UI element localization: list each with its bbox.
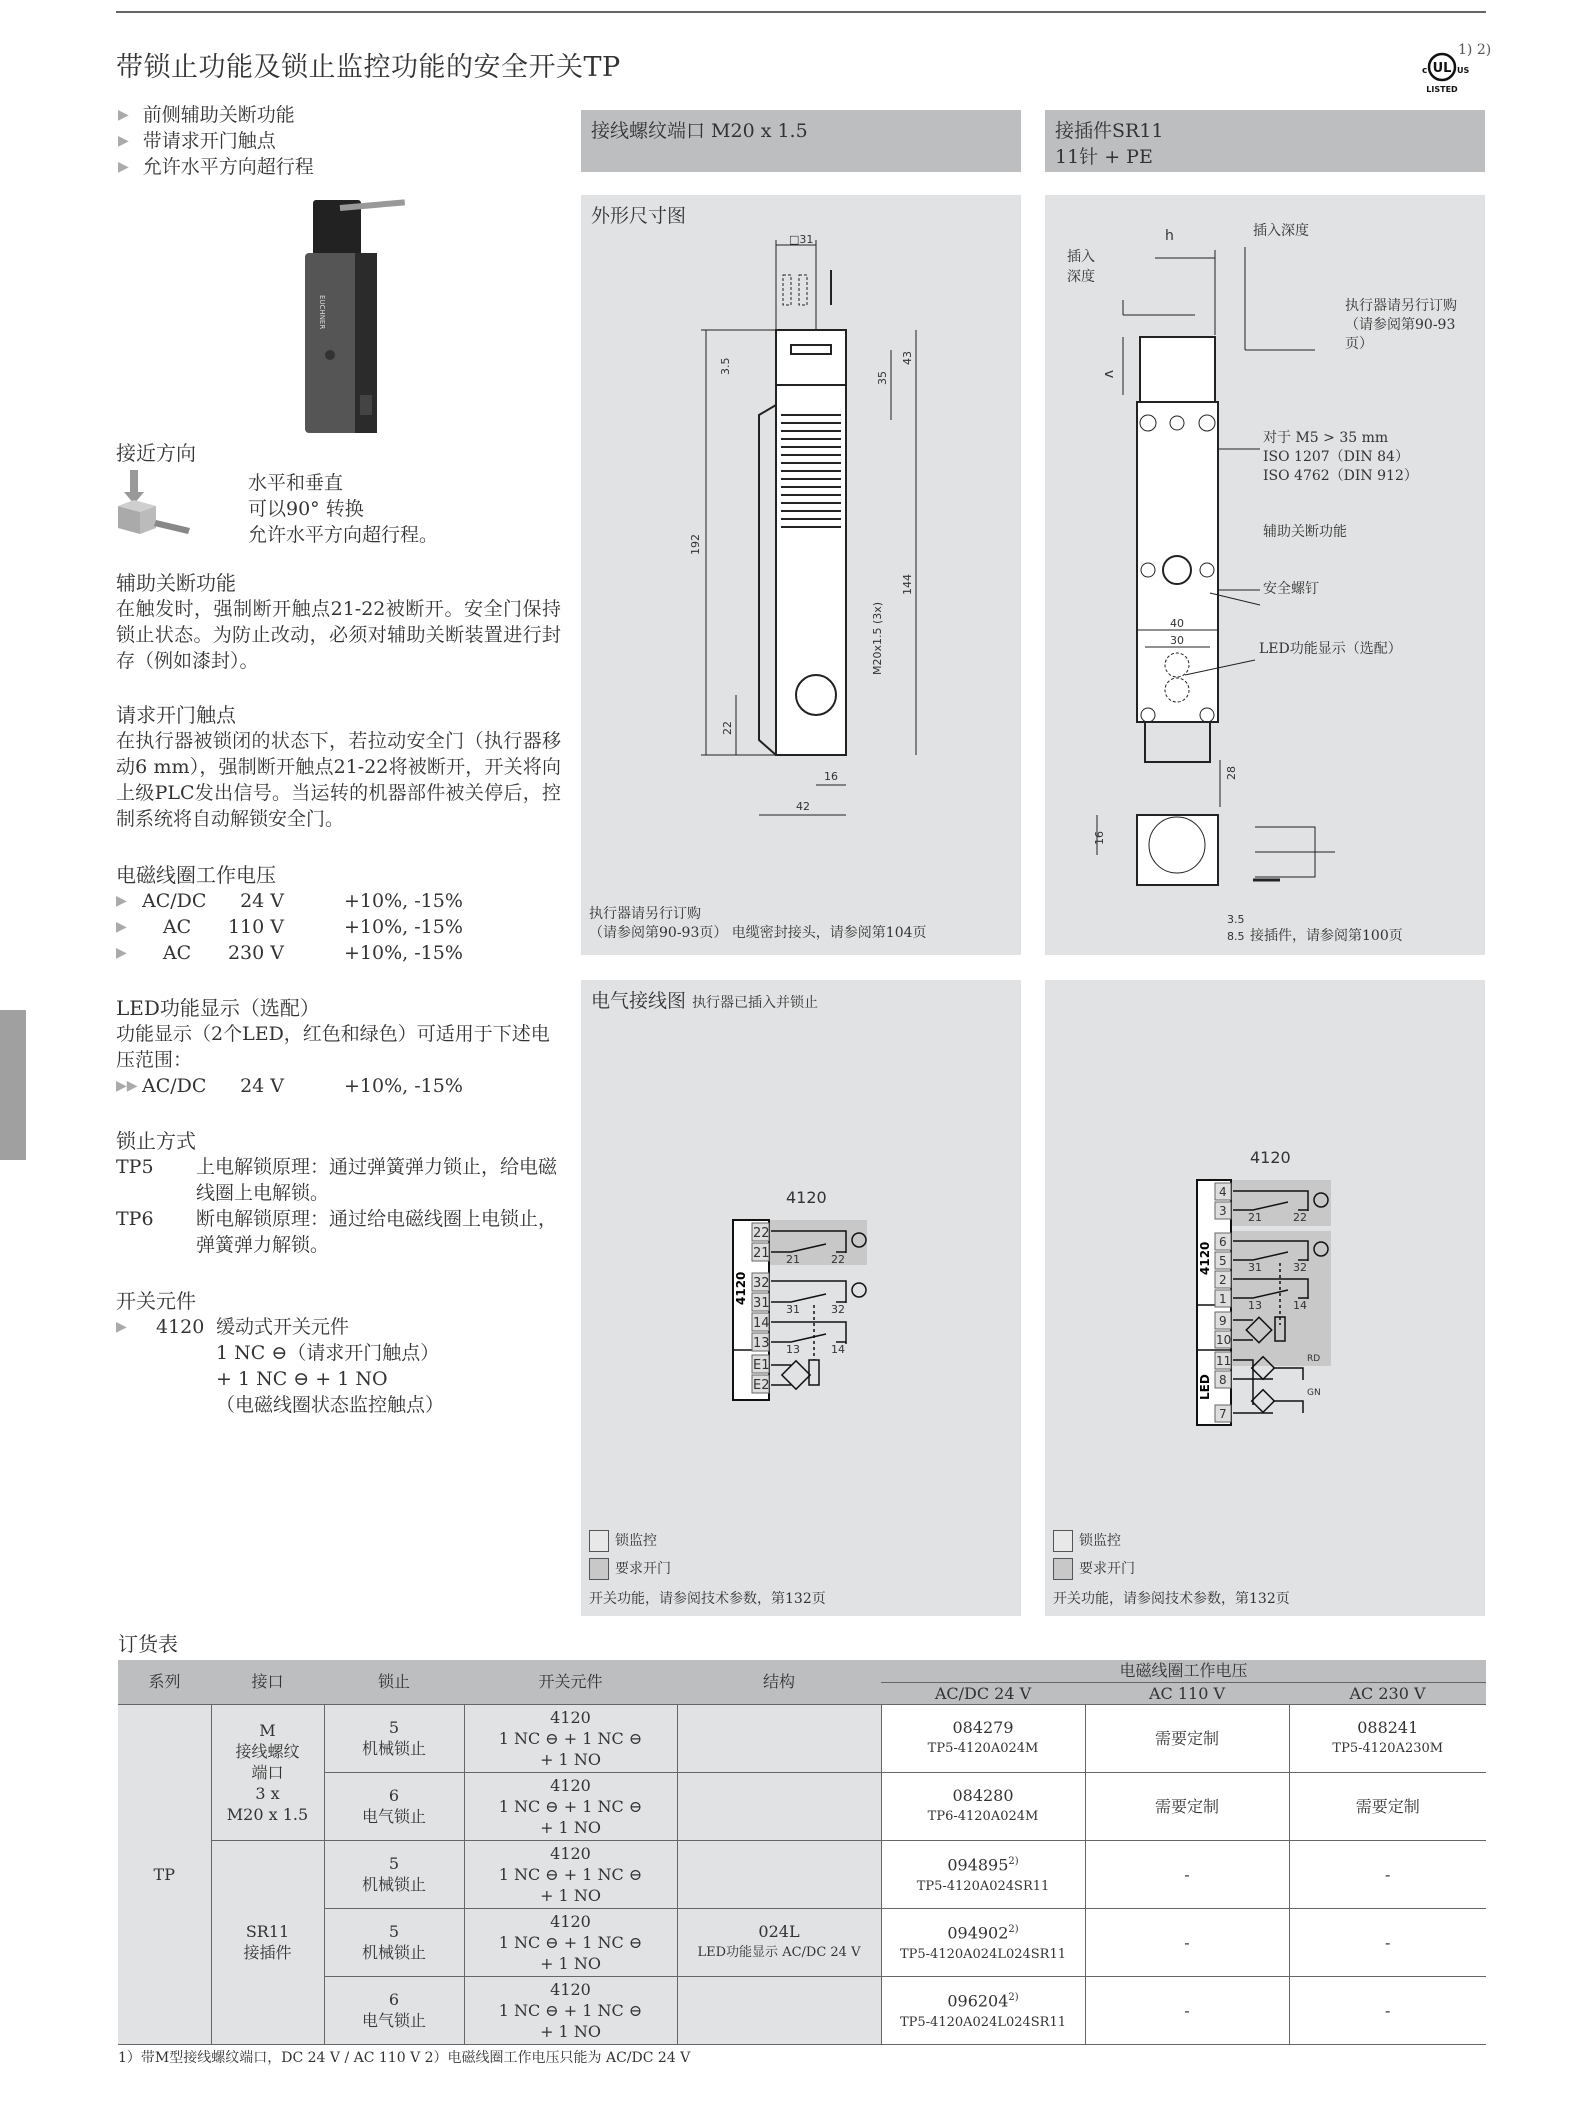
svg-text:对于 M5 > 35 mm: 对于 M5 > 35 mm xyxy=(1263,430,1389,446)
door-request-section xyxy=(116,702,561,832)
sr11-dimension-panel xyxy=(1045,195,1485,955)
svg-text:16: 16 xyxy=(824,770,838,783)
svg-text:8: 8 xyxy=(1219,1373,1227,1387)
svg-text:32: 32 xyxy=(1293,1261,1307,1274)
svg-text:4120: 4120 xyxy=(1198,1241,1212,1275)
table-row: SR11 接插件 5 机械锁止 4120 1 NC ⊖ + 1 NC ⊖ + 1 NO 094895$^{2)}$ TP5-4120A024SR11 - - xyxy=(118,1840,1486,1908)
svg-text:GN: GN xyxy=(1307,1388,1321,1398)
svg-text:30: 30 xyxy=(1170,634,1184,647)
cable-gland-note: （请参阅第90-93页） 电缆密封接头，请参阅第104页 xyxy=(589,925,927,941)
sr11-dimension-drawing xyxy=(1045,195,1485,955)
legend-swatch-door-request xyxy=(589,1558,609,1580)
actuator-note: 执行器请另行订购 xyxy=(589,906,701,922)
svg-text:6: 6 xyxy=(1219,1235,1227,1249)
wiring-legend: 锁监控 要求开门 开关功能，请参阅技术参数，第132页 xyxy=(589,1530,826,1609)
svg-text:2: 2 xyxy=(1219,1273,1227,1287)
sr11-wiring-panel xyxy=(1045,980,1485,1616)
order-table-title: 订货表 xyxy=(118,1632,178,1656)
svg-text:22: 22 xyxy=(831,1253,845,1266)
svg-text:8.5: 8.5 xyxy=(1227,930,1245,943)
wiring-title: 电气接线图 执行器已插入并锁止 xyxy=(591,990,819,1012)
svg-text:21: 21 xyxy=(1248,1211,1262,1224)
product-photo xyxy=(300,195,410,444)
svg-text:40: 40 xyxy=(1170,617,1184,630)
aux-release-heading: 辅助关断功能 xyxy=(116,571,236,595)
svg-text:LISTED: LISTED xyxy=(1426,85,1458,94)
svg-text:ISO 4762（DIN 912）: ISO 4762（DIN 912） xyxy=(1263,468,1418,484)
svg-text:h: h xyxy=(1165,228,1174,244)
ul-listed-icon xyxy=(1412,45,1472,101)
svg-text:LED: LED xyxy=(1198,1374,1212,1400)
svg-text:4120: 4120 xyxy=(786,1188,827,1207)
wiring-footer: 开关功能，请参阅技术参数，第132页 xyxy=(589,1591,826,1607)
sr11-wiring-diagram xyxy=(1195,1145,1335,1430)
wiring-legend: 锁监控 要求开门 开关功能，请参阅技术参数，第132页 xyxy=(1053,1530,1290,1609)
voltage-row: ▶ AC 110 V +10%, -15% xyxy=(116,916,463,938)
lock-mode-section: 锁止方式 TP5 上电解锁原理：通过弹簧弹力锁止，给电磁线圈上电解锁。 TP6 断电解锁原理：通过给电磁线圈上电锁止，弹簧弹力解锁。 xyxy=(116,1128,561,1258)
approach-heading: 接近方向 xyxy=(116,441,196,465)
table-row: TP M 接线螺纹 端口 3 x M20 x 1.5 5 机械锁止 4120 1 NC ⊖ + 1 NC ⊖ + 1 NO 084279 TP5-4120A024M 需要定制 088241 TP5-4120A230M xyxy=(118,1704,1486,1772)
svg-text:22: 22 xyxy=(721,721,734,735)
svg-text:14: 14 xyxy=(1293,1299,1307,1312)
svg-text:14: 14 xyxy=(753,1316,770,1331)
svg-text:9: 9 xyxy=(1219,1314,1227,1328)
svg-text:RD: RD xyxy=(1307,1354,1321,1364)
led-body: 功能显示（2个LED，红色和绿色）可适用于下述电压范围： xyxy=(116,1023,550,1071)
svg-text:11: 11 xyxy=(1216,1354,1232,1368)
feature-item: ▶ 带请求开门触点 xyxy=(118,130,276,152)
svg-text:辅助关断功能: 辅助关断功能 xyxy=(1263,524,1347,540)
aux-release-section xyxy=(116,570,561,674)
m20-dimension-drawing xyxy=(681,235,941,835)
m20-dimension-panel xyxy=(581,195,1021,955)
aux-release-body: 在触发时，强制断开触点21-22被断开。安全门保持锁止状态。为防止改动，必须对辅助关断装置进行封存（例如漆封）。 xyxy=(116,598,561,672)
order-table: 系列 接口 锁止 开关元件 结构 电磁线圈工作电压 AC/DC 24 V AC 110 V AC 230 V TP M 接线螺纹 端口 3 x M20 x 1.5 5 机械锁止 4120 1 NC ⊖ + 1 NC ⊖ + 1 NO 084279 TP5-4120A024M 需要定制 088241 TP5-4120A230M 6 电气锁止 4120 1 NC ⊖ + 1 NC ⊖ + 1 NO 084280 TP6-4120A024M 需要定制 需要定制 SR11 接插件 5 机械锁止 4120 1 NC ⊖ + 1 NC ⊖ + 1 NO 094895$^{2)}$ TP5-4120A024SR11 - - 5 机械锁止 4120 1 NC ⊖ + 1 NC ⊖ + 1 NO 024L LED功能显示 AC/DC 24 V 094902$^{2)}$ TP5-4120A024L024SR11 - - 6 电气锁止 4120 1 NC ⊖ + 1 NC ⊖ + 1 NO 096204$^{2)}$ TP5-4120A024L024SR11 - - 1）带M型接线螺纹端口，DC 24 V / AC 110 V 2）电磁线圈工作电压只能为 AC/DC 24 V xyxy=(118,1660,1486,2067)
svg-text:32: 32 xyxy=(831,1303,845,1316)
svg-text:安全螺钉: 安全螺钉 xyxy=(1263,581,1319,597)
svg-text:10: 10 xyxy=(1216,1333,1232,1347)
led-heading: LED功能显示（选配） xyxy=(116,996,320,1020)
svg-text:16: 16 xyxy=(1093,831,1106,845)
approach-direction-icon xyxy=(116,470,248,549)
legend-swatch-lock-monitor xyxy=(1053,1530,1073,1552)
svg-text:192: 192 xyxy=(689,534,702,555)
svg-text:3.5: 3.5 xyxy=(719,357,732,375)
svg-text:31: 31 xyxy=(1248,1261,1262,1274)
lock-mode-heading: 锁止方式 xyxy=(116,1129,196,1153)
svg-text:插入深度: 插入深度 xyxy=(1253,223,1309,239)
svg-text:7: 7 xyxy=(1219,1407,1227,1421)
svg-text:E2: E2 xyxy=(753,1378,770,1393)
svg-text:35: 35 xyxy=(876,371,889,385)
svg-text:3.5: 3.5 xyxy=(1227,913,1245,926)
m20-wiring-panel xyxy=(581,980,1021,1616)
svg-text:13: 13 xyxy=(753,1336,770,1351)
svg-text:ISO 1207（DIN 84）: ISO 1207（DIN 84） xyxy=(1263,449,1409,465)
door-request-body: 在执行器被锁闭的状态下，若拉动安全门（执行器移动6 mm），强制断开触点21-22将被断开，开关将向上级PLC发出信号。当运转的机器部件被关停后，控制系统将自动解锁安全门。 xyxy=(116,730,561,830)
svg-text:深度: 深度 xyxy=(1067,269,1095,285)
switch-element-section: 开关元件 ▶ 4120 缓动式开关元件 1 NC ⊖（请求开门触点） + 1 NC ⊖ + 1 NO （电磁线圈状态监控触点） xyxy=(116,1288,561,1418)
voltage-row: ▶ AC 230 V +10%, -15% xyxy=(116,942,463,964)
svg-text:EUCHNER: EUCHNER xyxy=(318,295,326,330)
led-section xyxy=(116,995,561,1099)
cert-footnote-ref: 1) 2) xyxy=(1458,42,1492,58)
svg-text:144: 144 xyxy=(901,574,914,595)
table-row: 6 电气锁止 4120 1 NC ⊖ + 1 NC ⊖ + 1 NO 084280 TP6-4120A024M 需要定制 需要定制 xyxy=(118,1772,1486,1840)
svg-text:5: 5 xyxy=(1219,1254,1227,1268)
svg-text:22: 22 xyxy=(753,1226,770,1241)
svg-text:LED功能显示（选配）: LED功能显示（选配） xyxy=(1259,641,1402,657)
svg-text:31: 31 xyxy=(753,1296,770,1311)
svg-text:21: 21 xyxy=(753,1246,770,1261)
table-row: 5 机械锁止 4120 1 NC ⊖ + 1 NC ⊖ + 1 NO 024L LED功能显示 AC/DC 24 V 094902$^{2)}$ TP5-4120A024L024SR11 - - xyxy=(118,1908,1486,1976)
svg-text:21: 21 xyxy=(786,1253,800,1266)
table-footnote: 1）带M型接线螺纹端口，DC 24 V / AC 110 V 2）电磁线圈工作电压只能为 AC/DC 24 V xyxy=(118,2049,691,2066)
svg-text:1: 1 xyxy=(1219,1292,1227,1306)
svg-text:□31: □31 xyxy=(789,235,814,246)
m20-wiring-diagram xyxy=(731,1185,871,1405)
page-side-tab xyxy=(0,1010,26,1160)
wiring-footer: 开关功能，请参阅技术参数，第132页 xyxy=(1053,1591,1290,1607)
svg-text:执行器请另行订购: 执行器请另行订购 xyxy=(1345,298,1457,314)
svg-text:14: 14 xyxy=(831,1343,845,1356)
svg-text:接插件，请参阅第100页: 接插件，请参阅第100页 xyxy=(1250,928,1403,944)
svg-text:42: 42 xyxy=(796,800,810,813)
svg-text:22: 22 xyxy=(1293,1211,1307,1224)
svg-text:c: c xyxy=(1422,66,1428,76)
table-row: 6 电气锁止 4120 1 NC ⊖ + 1 NC ⊖ + 1 NO 096204$^{2)}$ TP5-4120A024L024SR11 - - xyxy=(118,1976,1486,2044)
svg-text:页）: 页） xyxy=(1345,336,1373,352)
bullet-triangle-icon: ▶ xyxy=(118,107,129,123)
dimension-title: 外形尺寸图 xyxy=(591,205,687,227)
voltage-row: ▶▶ AC/DC 24 V +10%, -15% xyxy=(116,1075,463,1097)
bullet-triangle-icon: ▶ xyxy=(118,159,129,175)
svg-text:28: 28 xyxy=(1225,766,1238,780)
m20-panel-header: 接线螺纹端口 M20 x 1.5 xyxy=(581,110,1021,172)
legend-swatch-lock-monitor xyxy=(589,1530,609,1552)
page-title: 带锁止功能及锁止监控功能的安全开关TP xyxy=(116,52,621,83)
svg-text:13: 13 xyxy=(1248,1299,1262,1312)
svg-text:插入: 插入 xyxy=(1067,249,1095,265)
svg-text:（请参阅第90-93: （请参阅第90-93 xyxy=(1345,317,1456,333)
bullet-triangle-icon: ▶ xyxy=(118,133,129,149)
feature-item: ▶ 前侧辅助关断功能 xyxy=(118,104,295,126)
svg-text:4: 4 xyxy=(1219,1185,1227,1199)
feature-list xyxy=(118,102,314,180)
svg-text:US: US xyxy=(1457,66,1470,75)
sr11-panel-header: 接插件SR11 11针 + PE xyxy=(1045,110,1485,172)
approach-section: 接近方向 水平和垂直 可以90° 转换 允许水平方向超行程。 xyxy=(116,440,561,549)
top-rule xyxy=(116,11,1486,13)
svg-text:3: 3 xyxy=(1219,1204,1227,1218)
svg-text:13: 13 xyxy=(786,1343,800,1356)
door-request-heading: 请求开门触点 xyxy=(116,703,236,727)
svg-text:v: v xyxy=(1101,370,1117,379)
switch-element-heading: 开关元件 xyxy=(116,1289,196,1313)
feature-item: ▶ 允许水平方向超行程 xyxy=(118,156,314,178)
svg-text:UL: UL xyxy=(1432,61,1452,76)
voltage-row: ▶ AC/DC 24 V +10%, -15% xyxy=(116,890,463,912)
svg-text:31: 31 xyxy=(786,1303,800,1316)
legend-swatch-door-request xyxy=(1053,1558,1073,1580)
svg-text:32: 32 xyxy=(753,1276,770,1291)
svg-text:4120: 4120 xyxy=(1250,1148,1291,1167)
coil-voltage-heading: 电磁线圈工作电压 xyxy=(116,863,276,887)
svg-text:E1: E1 xyxy=(753,1358,770,1373)
svg-text:43: 43 xyxy=(901,351,914,365)
coil-voltage-section xyxy=(116,862,561,966)
svg-text:M20x1.5 (3x): M20x1.5 (3x) xyxy=(871,601,884,675)
svg-text:4120: 4120 xyxy=(734,1271,748,1305)
